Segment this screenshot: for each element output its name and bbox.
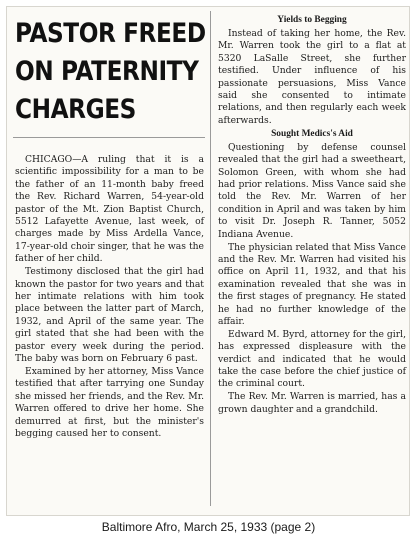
paragraph: Examined by her attorney, Miss Vance testified that after tarrying one Sunday she missed her friends, and the Rev. Mr. Warren offered to drive her home. She demurred at first, but the minister's begging caused her to consent. — [15, 365, 204, 439]
subheading-yields-to-begging: Yields to Begging — [277, 15, 347, 25]
image-caption: Baltimore Afro, March 25, 1933 (page 2) — [101, 520, 316, 534]
article-column-1 — [15, 154, 204, 441]
paragraph: Questioning by defense counsel revealed that the girl had a sweetheart, Solomon Green, with whom she had had prior relations. Miss Vance said she told the Rev. Mr. Warren of her condition in April and was taken by him to visit Dr. Joseph R. Tanner, 5052 Indiana Avenue. — [218, 141, 406, 240]
paragraph: The Rev. Mr. Warren is married, has a grown daughter and a grandchild. — [218, 391, 406, 415]
headline-line-2: ON PATERNITY — [15, 56, 199, 87]
subheading-sought-medics-aid: Sought Medics's Aid — [271, 128, 353, 139]
headline — [15, 15, 206, 129]
paragraph: The physician related that Miss Vance and the Rev. Mr. Warren had visited his office on April 11, 1932, and that his examination revealed that she was in the first stages of pregnancy. He stated he had no further knowledge of the affair. — [218, 241, 406, 327]
paragraph: CHICAGO—A ruling that it is a scientific impossibility for a man to be the father of an 11-month baby freed the Rev. Richard Warren, 54-year-old pastor of the Mt. Zion Baptist Church, 5512 Lafayette Avenue, last week, of charges made by Miss Ardella Vance, 17-year-old choir singer, that he was the father of her child. — [15, 154, 204, 265]
headline-rule — [13, 137, 205, 138]
newspaper-clipping — [6, 6, 410, 516]
headline-line-1: PASTOR FREED — [15, 18, 206, 49]
article-column-2 — [218, 14, 406, 417]
paragraph: Instead of taking her home, the Rev. Mr. Warren took the girl to a flat at 5320 LaSalle Street, she further testified. Under influence of his passionate persuasions, Miss Vance said she consented to intimate relations, and then regularly each week afterwards. — [218, 28, 406, 126]
headline-line-3: CHARGES — [15, 94, 136, 125]
column-divider — [210, 11, 211, 506]
paragraph: Testimony disclosed that the girl had known the pastor for two years and that her intimate relations with him took place between the latter part of March, 1932, and April of the same year. The girl stated that she had been with the pastor every week during the period. The baby was born on February 6 past. — [15, 266, 204, 364]
paragraph: Edward M. Byrd, attorney for the girl, has expressed displeasure with the verdict and indicated that he would take the case before the chief justice of the criminal court. — [218, 328, 406, 390]
